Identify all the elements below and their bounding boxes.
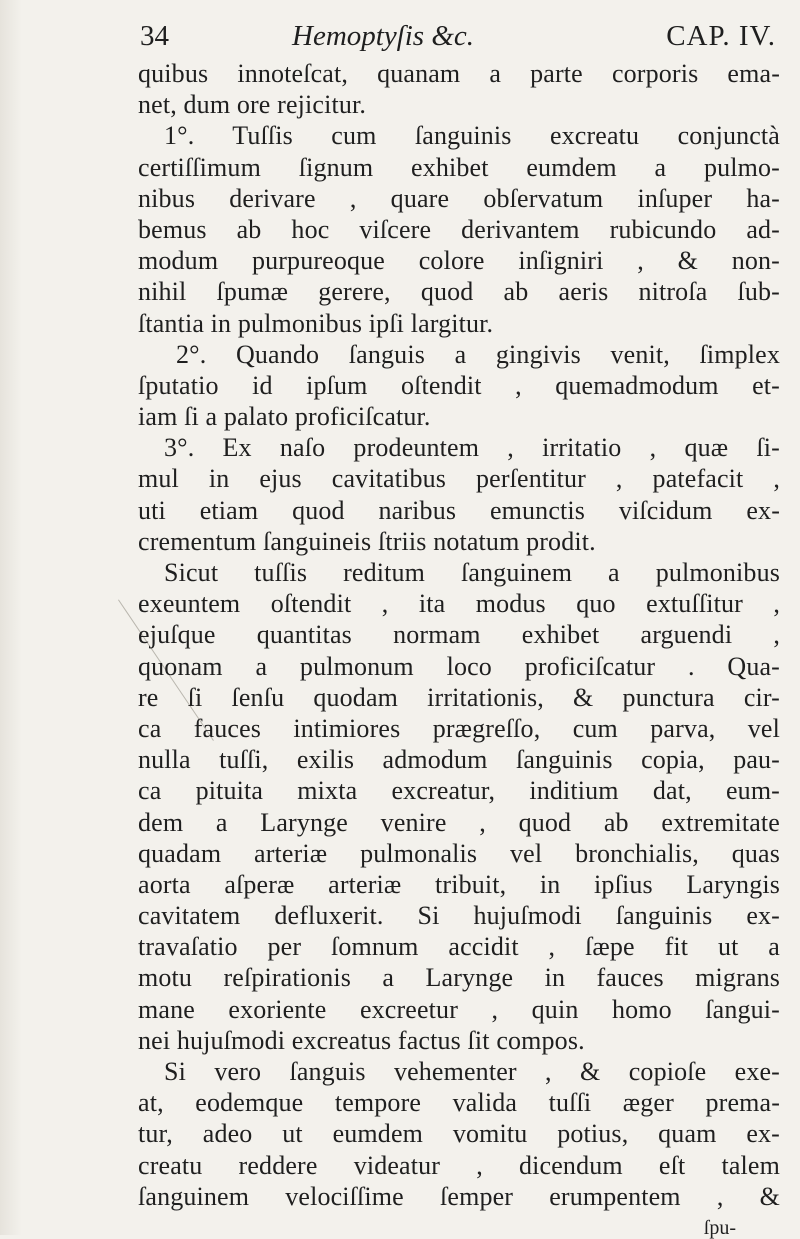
text-line: quibus innoteſcat, quanam a parte corporis ema-	[138, 59, 780, 88]
text-line: crementum ſanguineis ſtriis notatum prodit.	[138, 526, 596, 556]
main-text-block	[138, 58, 780, 1212]
text-line: ca fauces intimiores prægreſſo, cum parva, vel	[138, 713, 780, 743]
text-line: exeuntem oſtendit , ita modus quo extuſſitur ,	[138, 589, 780, 619]
text-line: mul in ejus cavitatibus perſentitur , patefacit ,	[138, 464, 780, 494]
text-line: 3°. Ex naſo prodeuntem , irritatio , quæ ſi-	[164, 433, 780, 463]
text-line: net, dum ore rejicitur.	[138, 90, 366, 120]
page-edge-shadow	[0, 0, 22, 1235]
running-title: Hemoptyſis &c.	[292, 20, 475, 52]
text-line: Si vero ſanguis vehementer , & copioſe exe-	[164, 1057, 780, 1086]
text-line: 2°. Quando ſanguis a gingivis venit, ſimplex	[176, 339, 780, 369]
text-line: bemus ab hoc viſcere derivantem rubicundo ad-	[138, 214, 780, 244]
chapter-label: CAP. IV.	[666, 20, 776, 52]
text-line: at, eodemque tempore valida tuſſi æger prema-	[138, 1088, 780, 1118]
text-line: certiſſimum ſignum exhibet eumdem a pulmo-	[138, 152, 780, 182]
text-line: ſanguinem velociſſime ſemper erumpentem , &	[138, 1181, 780, 1211]
text-line: quonam a pulmonum loco proficiſcatur . Qua-	[138, 651, 780, 681]
text-line: tur, adeo ut eumdem vomitu potius, quam ex-	[138, 1119, 780, 1149]
text-line: ca pituita mixta excreatur, inditium dat, eum-	[138, 776, 780, 806]
text-line: dem a Larynge venire , quod ab extremitate	[138, 807, 780, 837]
text-line: modum purpureoque colore inſigniri , & non-	[138, 246, 780, 276]
text-line: iam ſi a palato proficiſcatur.	[138, 402, 431, 432]
text-line: Sicut tuſſis reditum ſanguinem a pulmonibus	[164, 558, 780, 587]
text-line: nibus derivare , quare obſervatum inſuper ha-	[138, 183, 780, 213]
text-line: nihil ſpumæ gerere, quod ab aeris nitroſa ſub-	[138, 277, 780, 307]
text-line: aorta aſperæ arteriæ tribuit, in ipſius Laryngis	[138, 869, 780, 899]
text-line: ſputatio id ipſum oſtendit , quemadmodum et-	[138, 370, 780, 400]
running-header	[140, 14, 776, 58]
text-line: ejuſque quantitas normam exhibet arguendi ,	[138, 620, 780, 650]
text-line: uti etiam quod naribus emunctis viſcidum ex-	[138, 495, 780, 525]
text-line: motu reſpirationis a Larynge in fauces migrans	[138, 963, 780, 993]
text-line: quadam arteriæ pulmonalis vel bronchialis, quas	[138, 838, 780, 868]
text-line: nei hujuſmodi excreatus factus ſit compos.	[138, 1025, 585, 1055]
text-line: creatu reddere videatur , dicendum eſt talem	[138, 1150, 780, 1180]
text-line: re ſi ſenſu quodam irritationis, & punctura cir-	[138, 682, 780, 712]
text-line: nulla tuſſi, exilis admodum ſanguinis copia, pau-	[138, 745, 780, 775]
text-line: travaſatio per ſomnum accidit , ſæpe fit ut a	[138, 932, 780, 962]
catchword: ſpu-	[703, 1217, 736, 1239]
text-line: mane exoriente excreetur , quin homo ſangui-	[138, 994, 780, 1024]
text-line: cavitatem defluxerit. Si hujuſmodi ſanguinis ex-	[138, 901, 780, 931]
text-line: ſtantia in pulmonibus ipſi largitur.	[138, 308, 494, 338]
page-number: 34	[140, 20, 169, 52]
text-line: 1°. Tuſſis cum ſanguinis excreatu conjunctà	[164, 121, 780, 151]
